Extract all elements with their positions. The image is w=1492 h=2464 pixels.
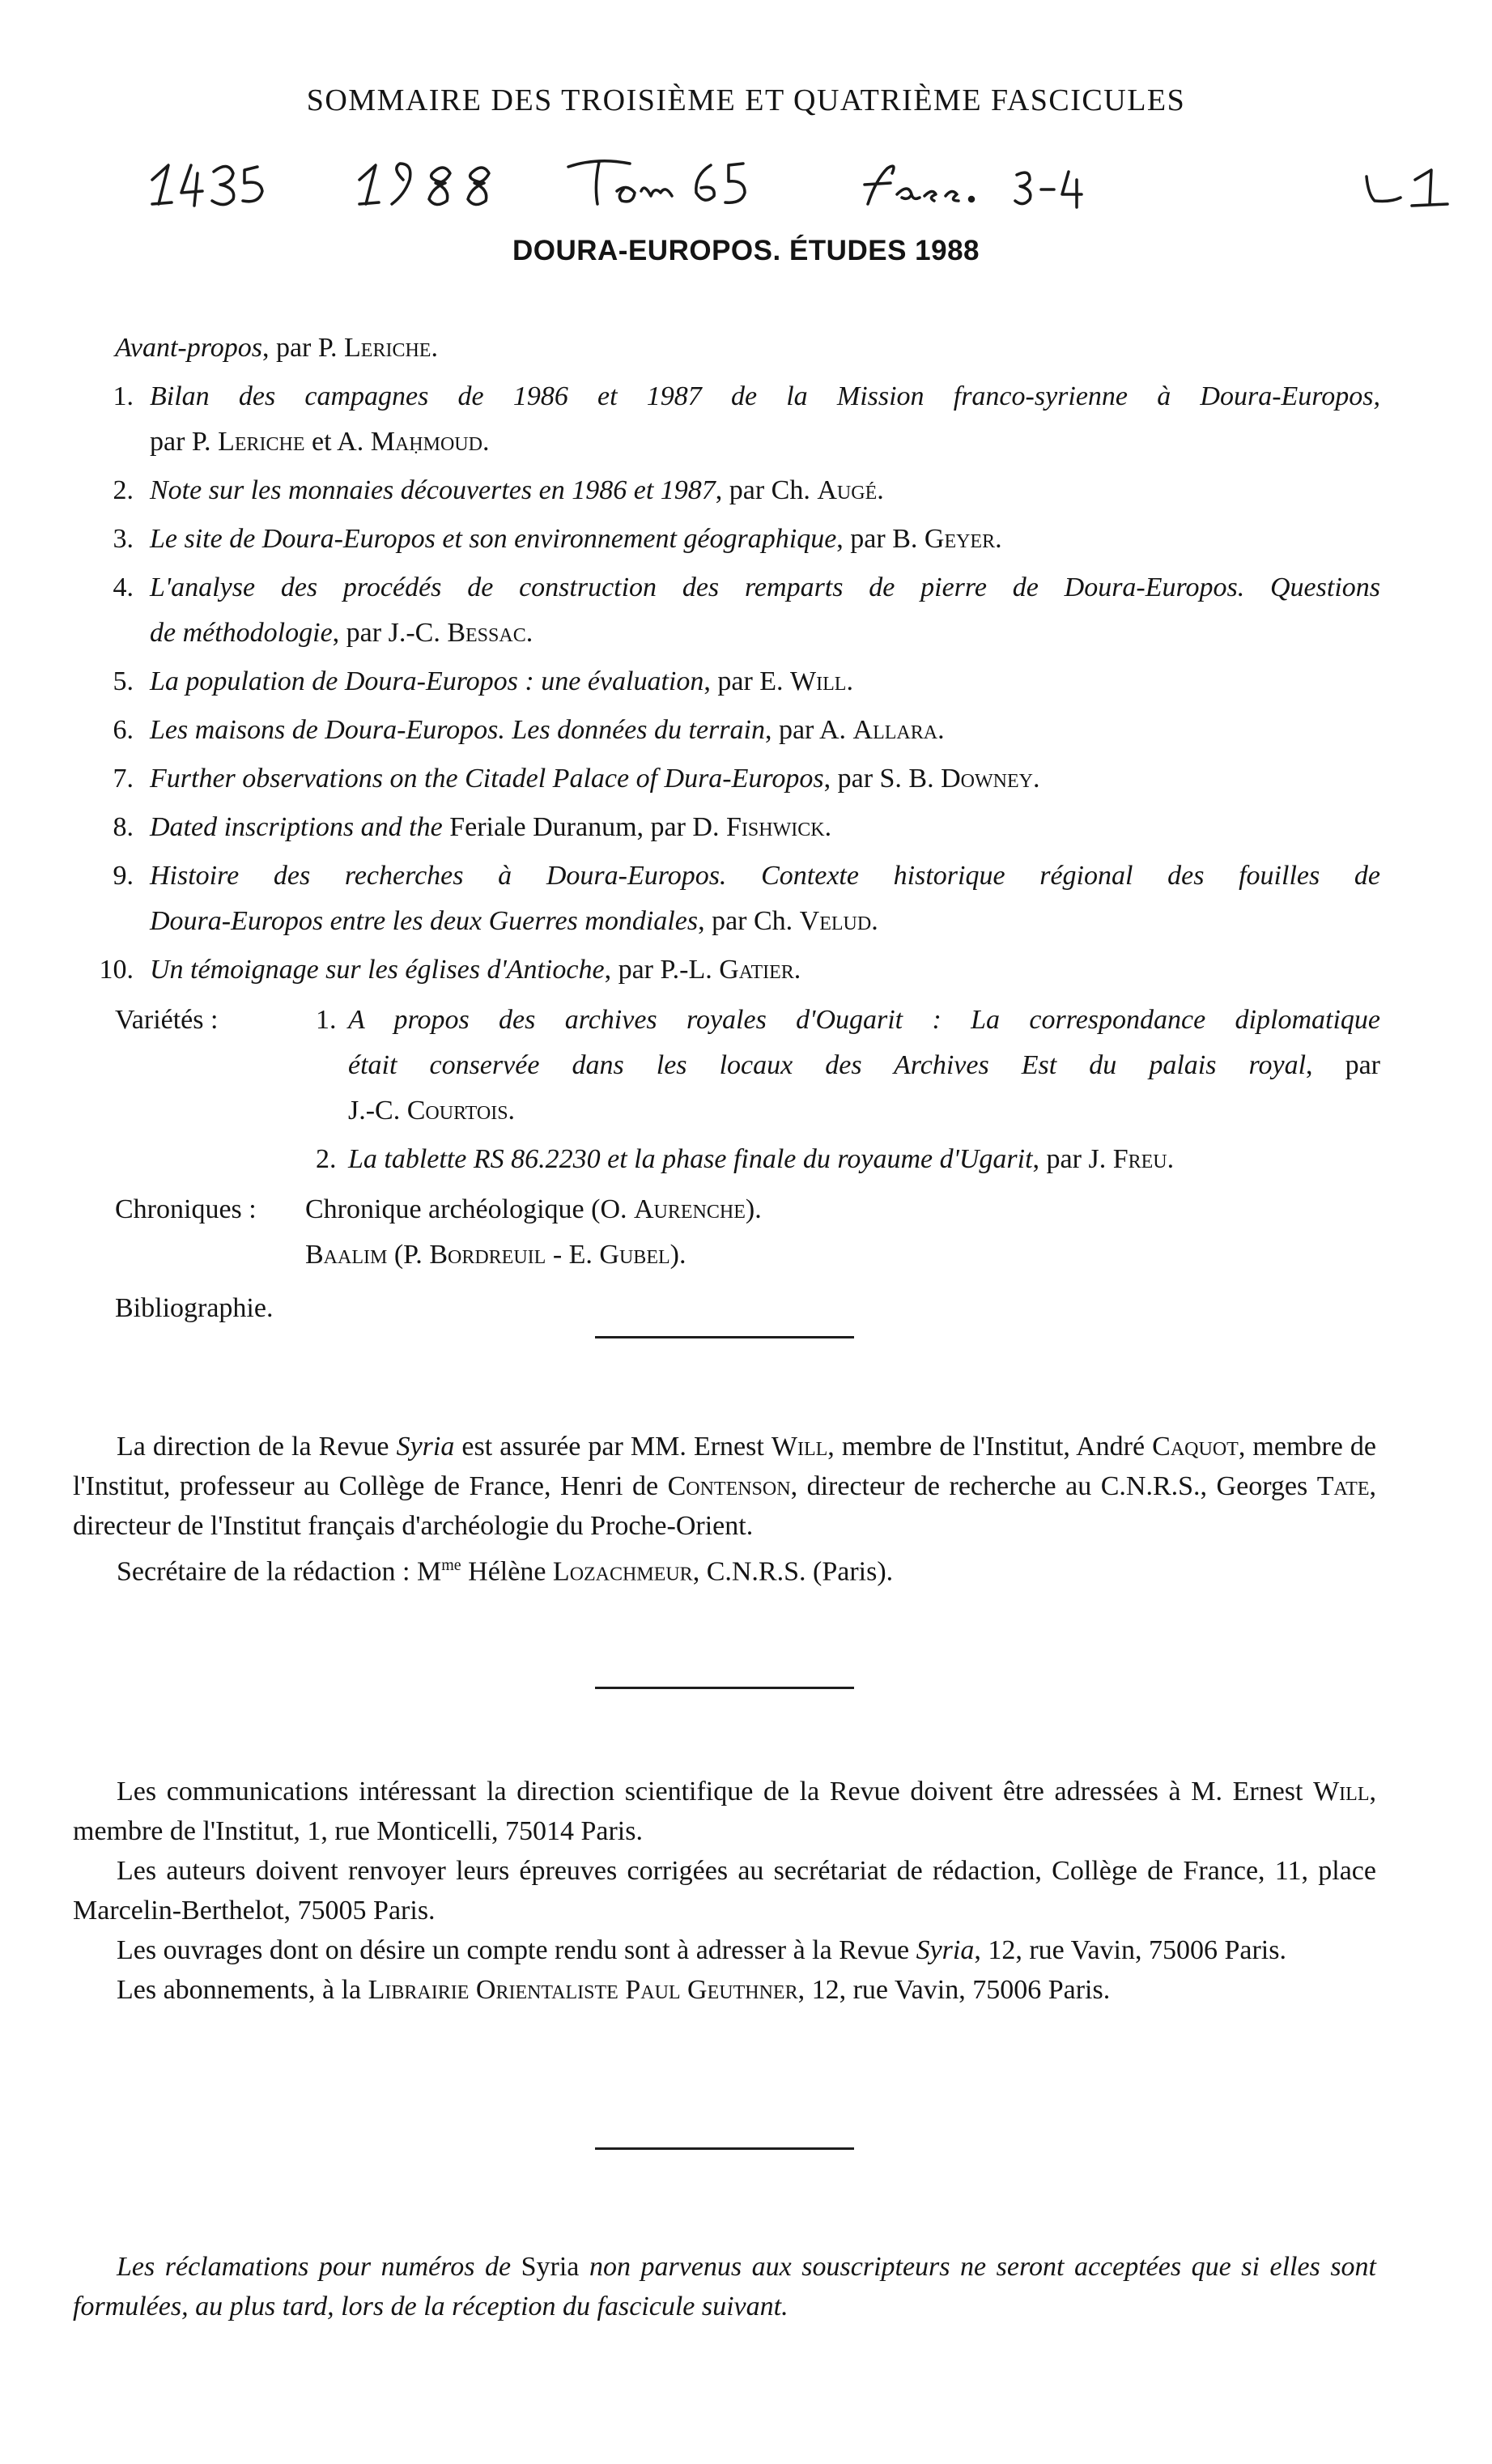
toc-entry [69, 468, 1380, 513]
text-run: , membre de l'Institut, 1, rue Monticelli, 75014 Paris. [73, 1777, 1376, 1846]
varietes-entry [316, 1137, 1380, 1182]
entry-author: Bessac [447, 618, 526, 648]
entry-by: , par J. [1032, 1144, 1113, 1174]
entry-end: . [1167, 1144, 1175, 1174]
entry-by: , par Ch. [698, 906, 800, 936]
entry-end: . [482, 427, 490, 457]
entry-by: , par B. [836, 524, 925, 554]
text-run: Secrétaire de la rédaction : M [117, 1556, 442, 1587]
entry-author: Gubel [599, 1240, 670, 1270]
authors-paragraph: Les auteurs doivent renvoyer leurs épreuves corrigées au secrétariat de rédaction, Collège de France, 11, place Marcelin-Berthelot, 75005 Paris. [73, 1856, 1376, 1926]
entry-title-cont: Doura-Europos entre les deux Guerres mondiales [150, 906, 699, 936]
entry-number: 6. [113, 715, 134, 745]
text-run: Hélène [461, 1556, 553, 1587]
entry-author: Courtois [406, 1096, 508, 1126]
entry-title: Les maisons de Doura-Europos. Les données du terrain [150, 715, 765, 745]
entry-by: , par J.-C. [332, 618, 448, 648]
text-run: Les réclamations pour numéros de [117, 2252, 521, 2282]
entry-author: Aurenche [634, 1194, 746, 1224]
entry-by: , par S. B. [823, 764, 942, 794]
section-divider [595, 2147, 854, 2150]
journal-name: Syria [916, 1935, 975, 1965]
text-run: Les abonnements, à la [117, 1975, 368, 2005]
entry-author: Velud [799, 906, 872, 936]
entry-number: 1. [316, 1005, 337, 1035]
text-run: , membre de l'Institut, André [827, 1432, 1153, 1462]
reclamations-block [73, 2247, 1376, 2326]
superscript: me [441, 1556, 461, 1574]
chronique-text: - E. [546, 1240, 600, 1270]
text-run: , 12, rue Vavin, 75006 Paris. [797, 1975, 1111, 2005]
entry-number: 2. [113, 475, 134, 505]
person-name: Will [1313, 1777, 1370, 1807]
entry-title: A propos des archives royales d'Ougarit : La correspondance diplomatique [348, 1005, 1380, 1035]
varietes-entry [316, 998, 1381, 1134]
chronique-text: (P. [387, 1240, 430, 1270]
varietes-label: Variétés : [115, 1005, 219, 1035]
toc-entry [69, 853, 1380, 944]
entry-author: Bordreuil [429, 1240, 546, 1270]
handwritten-annotation [144, 147, 1488, 245]
entry-title-cont: de méthodologie [150, 618, 333, 648]
entry-by: , par P. [261, 333, 345, 363]
entry-end: . [431, 333, 438, 363]
toc-entry [69, 565, 1380, 656]
communications-block [73, 1772, 1376, 2010]
entry-author: Freu [1112, 1144, 1167, 1174]
person-name: Will [771, 1432, 828, 1462]
toc-entry [69, 517, 1380, 562]
entry-by: , par Ch. [715, 475, 818, 505]
entry-by: , par E. [703, 666, 791, 696]
chronique-text: Chronique archéologique (O. [305, 1194, 634, 1224]
entry-title-cont: était conservée dans les locaux des Archives Est du palais royal [348, 1050, 1307, 1080]
entry-title: L'analyse des procédés de construction des remparts de pierre de Doura-Europos. Questions [150, 572, 1380, 602]
entry-end: . [995, 524, 1002, 554]
reclamations-paragraph [73, 2247, 1376, 2326]
text-run: , directeur de l'Institut français d'archéologie du Proche-Orient. [73, 1471, 1376, 1541]
entry-title: Histoire des recherches à Doura-Europos. Contexte historique régional des fouilles de [150, 861, 1380, 891]
entry-end: . [793, 955, 801, 985]
section-divider [595, 1336, 854, 1338]
person-name: Lozachmeur [552, 1556, 693, 1587]
chronique-baalim: Baalim [305, 1240, 388, 1270]
entry-by: par P. [150, 427, 219, 457]
text-run: , membre de l'Institut, professeur au Collège de France, Henri de [73, 1432, 1376, 1501]
entry-title: Dated inscriptions and the [150, 812, 450, 842]
person-name: Contenson [667, 1471, 791, 1501]
entry-end: . [508, 1096, 516, 1126]
entry-title: La tablette RS 86.2230 et la phase finale du royaume d'Ugarit [348, 1144, 1033, 1174]
entry-end: ). [745, 1194, 762, 1224]
entry-number: 2. [316, 1144, 337, 1174]
chroniques-section [69, 1187, 1380, 1278]
entry-end: . [871, 906, 878, 936]
page-header-title: SOMMAIRE DES TROISIÈME ET QUATRIÈME FASCICULES [306, 83, 1186, 117]
entry-initials: J.-C. [348, 1096, 407, 1126]
toc-entry [69, 805, 1380, 850]
text-run: est assurée par MM. Ernest [454, 1432, 772, 1462]
entry-and: et A. [304, 427, 371, 457]
toc-entry [69, 374, 1380, 465]
text-run: La direction de la Revue [117, 1432, 397, 1462]
entry-author: Downey [941, 764, 1033, 794]
entry-author: Fishwick [725, 812, 825, 842]
entry-author: Maḥmoud [370, 427, 482, 457]
text-run: Les communications intéressant la direction scientifique de la Revue doivent être adressées à M. Ernest [117, 1777, 1314, 1807]
entry-author: Augé [817, 475, 878, 505]
entry-number: 4. [113, 572, 134, 602]
journal-name: Syria [521, 2252, 580, 2282]
journal-name: Syria [396, 1432, 455, 1462]
text-run: non parvenus aux souscripteurs ne seront acceptées que si elles sont formulées, au plus tard, lors de la réception du fascicule suivant. [73, 2252, 1376, 2321]
varietes-section [69, 998, 1380, 1182]
text-run: Les ouvrages dont on désire un compte rendu sont à adresser à la Revue [117, 1935, 916, 1965]
table-of-contents [69, 326, 1380, 1331]
communications-paragraph [73, 1772, 1376, 1851]
text-run: , 12, rue Vavin, 75006 Paris. [974, 1935, 1286, 1965]
direction-block [73, 1427, 1376, 1591]
entry-author: Will [790, 666, 847, 696]
entry-number: 7. [113, 764, 134, 794]
toc-entry [69, 947, 1380, 993]
entry-number: 8. [113, 812, 134, 842]
secretary-paragraph [73, 1546, 1376, 1591]
entry-by: , par P.-L. [604, 955, 720, 985]
person-name: Tate [1316, 1471, 1370, 1501]
entry-author: Leriche [344, 333, 431, 363]
entry-number: 9. [113, 861, 134, 891]
bibliographie-entry: Bibliographie. [115, 1293, 274, 1323]
subscriptions-paragraph [73, 1970, 1376, 2010]
entry-by: , par A. [764, 715, 853, 745]
entry-author: Allara [852, 715, 938, 745]
entry-end: . [824, 812, 832, 842]
chroniques-label: Chroniques : [115, 1194, 257, 1224]
entry-end: . [877, 475, 884, 505]
entry-title: Le site de Doura-Europos et son environnement géographique [150, 524, 837, 554]
direction-paragraph [73, 1427, 1376, 1546]
section-divider [595, 1687, 854, 1689]
entry-title: Bilan des campagnes de 1986 et 1987 de la Mission franco-syrienne à Doura-Europos, [150, 381, 1380, 411]
entry-title: Avant-propos [115, 333, 262, 363]
entry-author: Leriche [218, 427, 305, 457]
entry-title-roman: Feriale Duranum [449, 812, 637, 842]
entry-title: Further observations on the Citadel Palace of Dura-Europos [150, 764, 824, 794]
person-name: Caquot [1152, 1432, 1239, 1462]
entry-number: 5. [113, 666, 134, 696]
entry-title: Un témoignage sur les églises d'Antioche [150, 955, 605, 985]
text-run: , C.N.R.S. (Paris). [692, 1556, 894, 1587]
entry-end: . [525, 618, 533, 648]
avant-propos-entry [115, 326, 1380, 371]
toc-entry [69, 659, 1380, 704]
document-subtitle: DOURA-EUROPOS. ÉTUDES 1988 [512, 235, 980, 266]
reviews-paragraph [73, 1930, 1376, 1970]
toc-entry [69, 708, 1380, 753]
entry-by: , par D. [636, 812, 726, 842]
entry-author: Geyer [924, 524, 996, 554]
publisher-name: Librairie Orientaliste Paul Geuthner [368, 1975, 798, 2005]
text-run: , directeur de recherche au C.N.R.S., Georges [790, 1471, 1317, 1501]
entry-author: Gatier [719, 955, 794, 985]
entry-end: . [1032, 764, 1040, 794]
entry-title: La population de Doura-Europos : une évaluation [150, 666, 704, 696]
entry-end: . [846, 666, 853, 696]
entry-end: ). [669, 1240, 686, 1270]
entry-end: . [937, 715, 945, 745]
toc-entry [69, 756, 1380, 802]
entry-number: 10. [99, 955, 134, 985]
entry-number: 3. [113, 524, 134, 554]
entry-number: 1. [113, 381, 134, 411]
entry-title: Note sur les monnaies découvertes en 1986 et 1987 [150, 475, 716, 505]
entry-by: , par [1306, 1050, 1381, 1080]
